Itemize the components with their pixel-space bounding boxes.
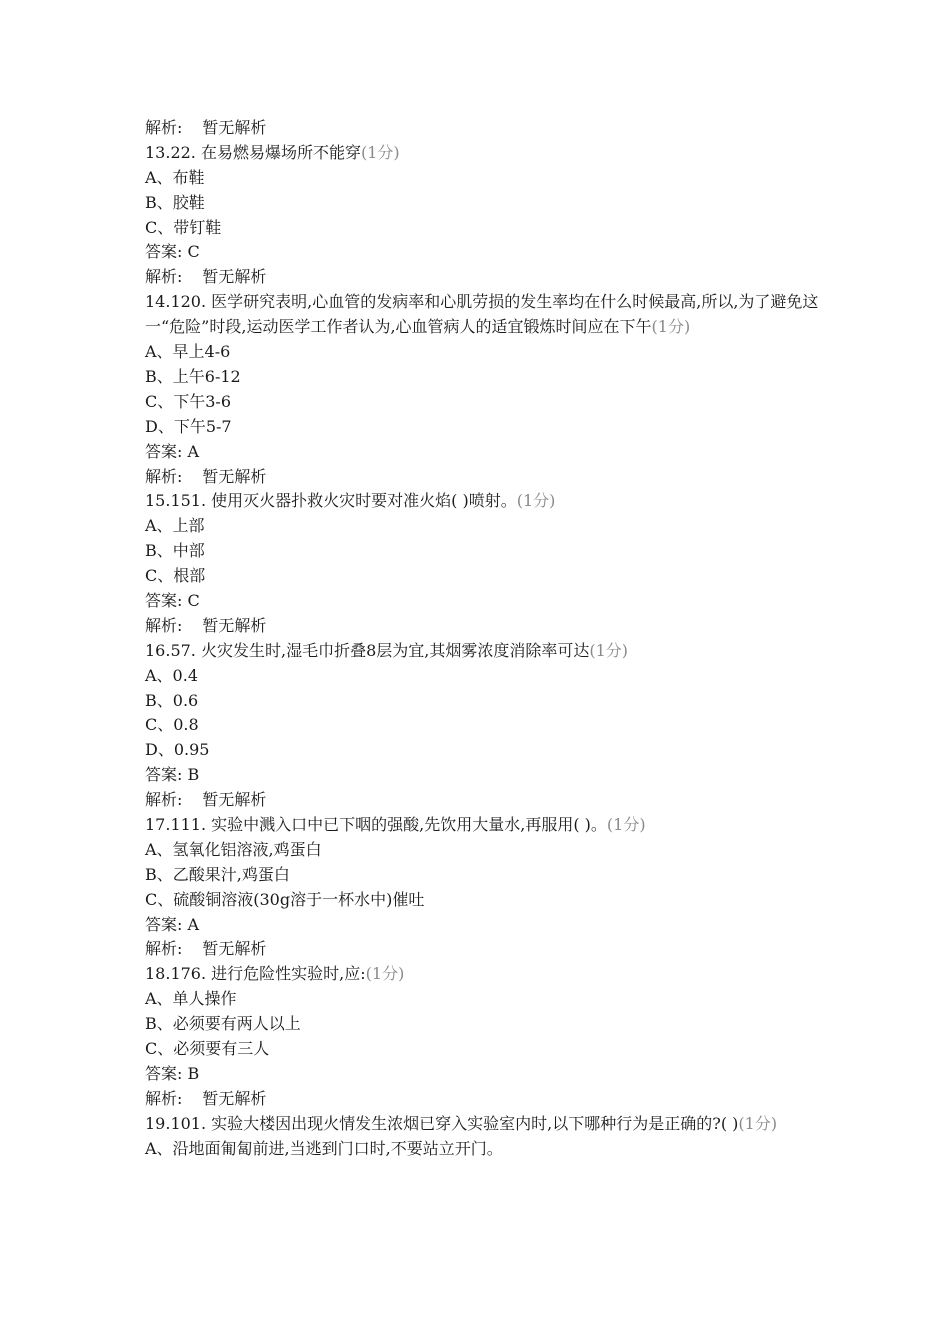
score-badge: (1分) — [651, 317, 691, 337]
answer-line: 答案: C — [145, 242, 200, 262]
option-d: D、下午5-7 — [145, 416, 232, 436]
option-c: C、0.8 — [145, 715, 199, 735]
option-b: B、胶鞋 — [145, 192, 205, 212]
analysis-line: 解析: 暂无解析 — [145, 939, 267, 959]
score-badge: (1分) — [589, 640, 629, 660]
answer-line: 答案: A — [145, 441, 200, 461]
option-b: B、上午6-12 — [145, 366, 241, 386]
option-a: A、布鞋 — [145, 167, 205, 187]
analysis-line: 解析: 暂无解析 — [145, 1088, 267, 1108]
answer-line: 答案: A — [145, 914, 200, 934]
question-13: 13.22. 在易燃易爆场所不能穿(1分) — [145, 142, 400, 162]
option-c: C、下午3-6 — [145, 391, 232, 411]
option-a: A、上部 — [145, 516, 205, 536]
option-c: C、必须要有三人 — [145, 1038, 270, 1058]
analysis-line: 解析: 暂无解析 — [145, 615, 267, 635]
option-a: A、0.4 — [145, 665, 199, 685]
option-a: A、沿地面匍匐前进,当逃到门口时,不要站立开门。 — [145, 1138, 503, 1158]
question-17: 17.111. 实验中溅入口中已下咽的强酸,先饮用大量水,再服用( )。(1分) — [145, 814, 646, 834]
option-c: C、硫酸铜溶液(30g溶于一杯水中)催吐 — [145, 889, 425, 909]
option-a: A、早上4-6 — [145, 342, 231, 362]
option-b: B、中部 — [145, 541, 205, 561]
answer-line: 答案: B — [145, 765, 200, 785]
analysis-line: 解析: 暂无解析 — [145, 118, 267, 137]
analysis-line: 解析: 暂无解析 — [145, 790, 267, 810]
question-18: 18.176. 进行危险性实验时,应:(1分) — [145, 964, 405, 984]
option-b: B、必须要有两人以上 — [145, 1014, 301, 1034]
score-badge: (1分) — [516, 491, 556, 511]
score-badge: (1分) — [361, 142, 400, 162]
option-a: A、氢氧化铝溶液,鸡蛋白 — [145, 839, 322, 859]
option-c: C、根部 — [145, 566, 206, 586]
analysis-line: 解析: 暂无解析 — [145, 466, 267, 486]
answer-line: 答案: C — [145, 590, 200, 610]
option-d: D、0.95 — [145, 740, 210, 760]
option-b: B、乙酸果汁,鸡蛋白 — [145, 864, 290, 884]
question-14: 14.120. 医学研究表明,心血管的发病率和心肌劳损的发生率均在什么时候最高,所以,为了避免这一“危险”时段,运动医学工作者认为,心血管病人的适宜锻炼时间应在下午(1分) — [145, 292, 819, 337]
question-15: 15.151. 使用灭火器扑救火灾时要对准火焰( )喷射。(1分) — [145, 491, 556, 511]
option-a: A、单人操作 — [145, 989, 237, 1009]
answer-line: 答案: B — [145, 1063, 200, 1083]
option-b: B、0.6 — [145, 690, 199, 710]
analysis-line: 解析: 暂无解析 — [145, 267, 267, 287]
question-19: 19.101. 实验大楼因出现火情发生浓烟已穿入实验室内时,以下哪种行为是正确的?( )(1分) — [145, 1113, 778, 1133]
document-body — [145, 116, 825, 1161]
question-16: 16.57. 火灾发生时,湿毛巾折叠8层为宜,其烟雾浓度消除率可达(1分) — [145, 640, 629, 660]
score-badge: (1分) — [606, 814, 646, 834]
score-badge: (1分) — [365, 964, 405, 984]
score-badge: (1分) — [738, 1113, 778, 1133]
option-c: C、带钉鞋 — [145, 217, 222, 237]
